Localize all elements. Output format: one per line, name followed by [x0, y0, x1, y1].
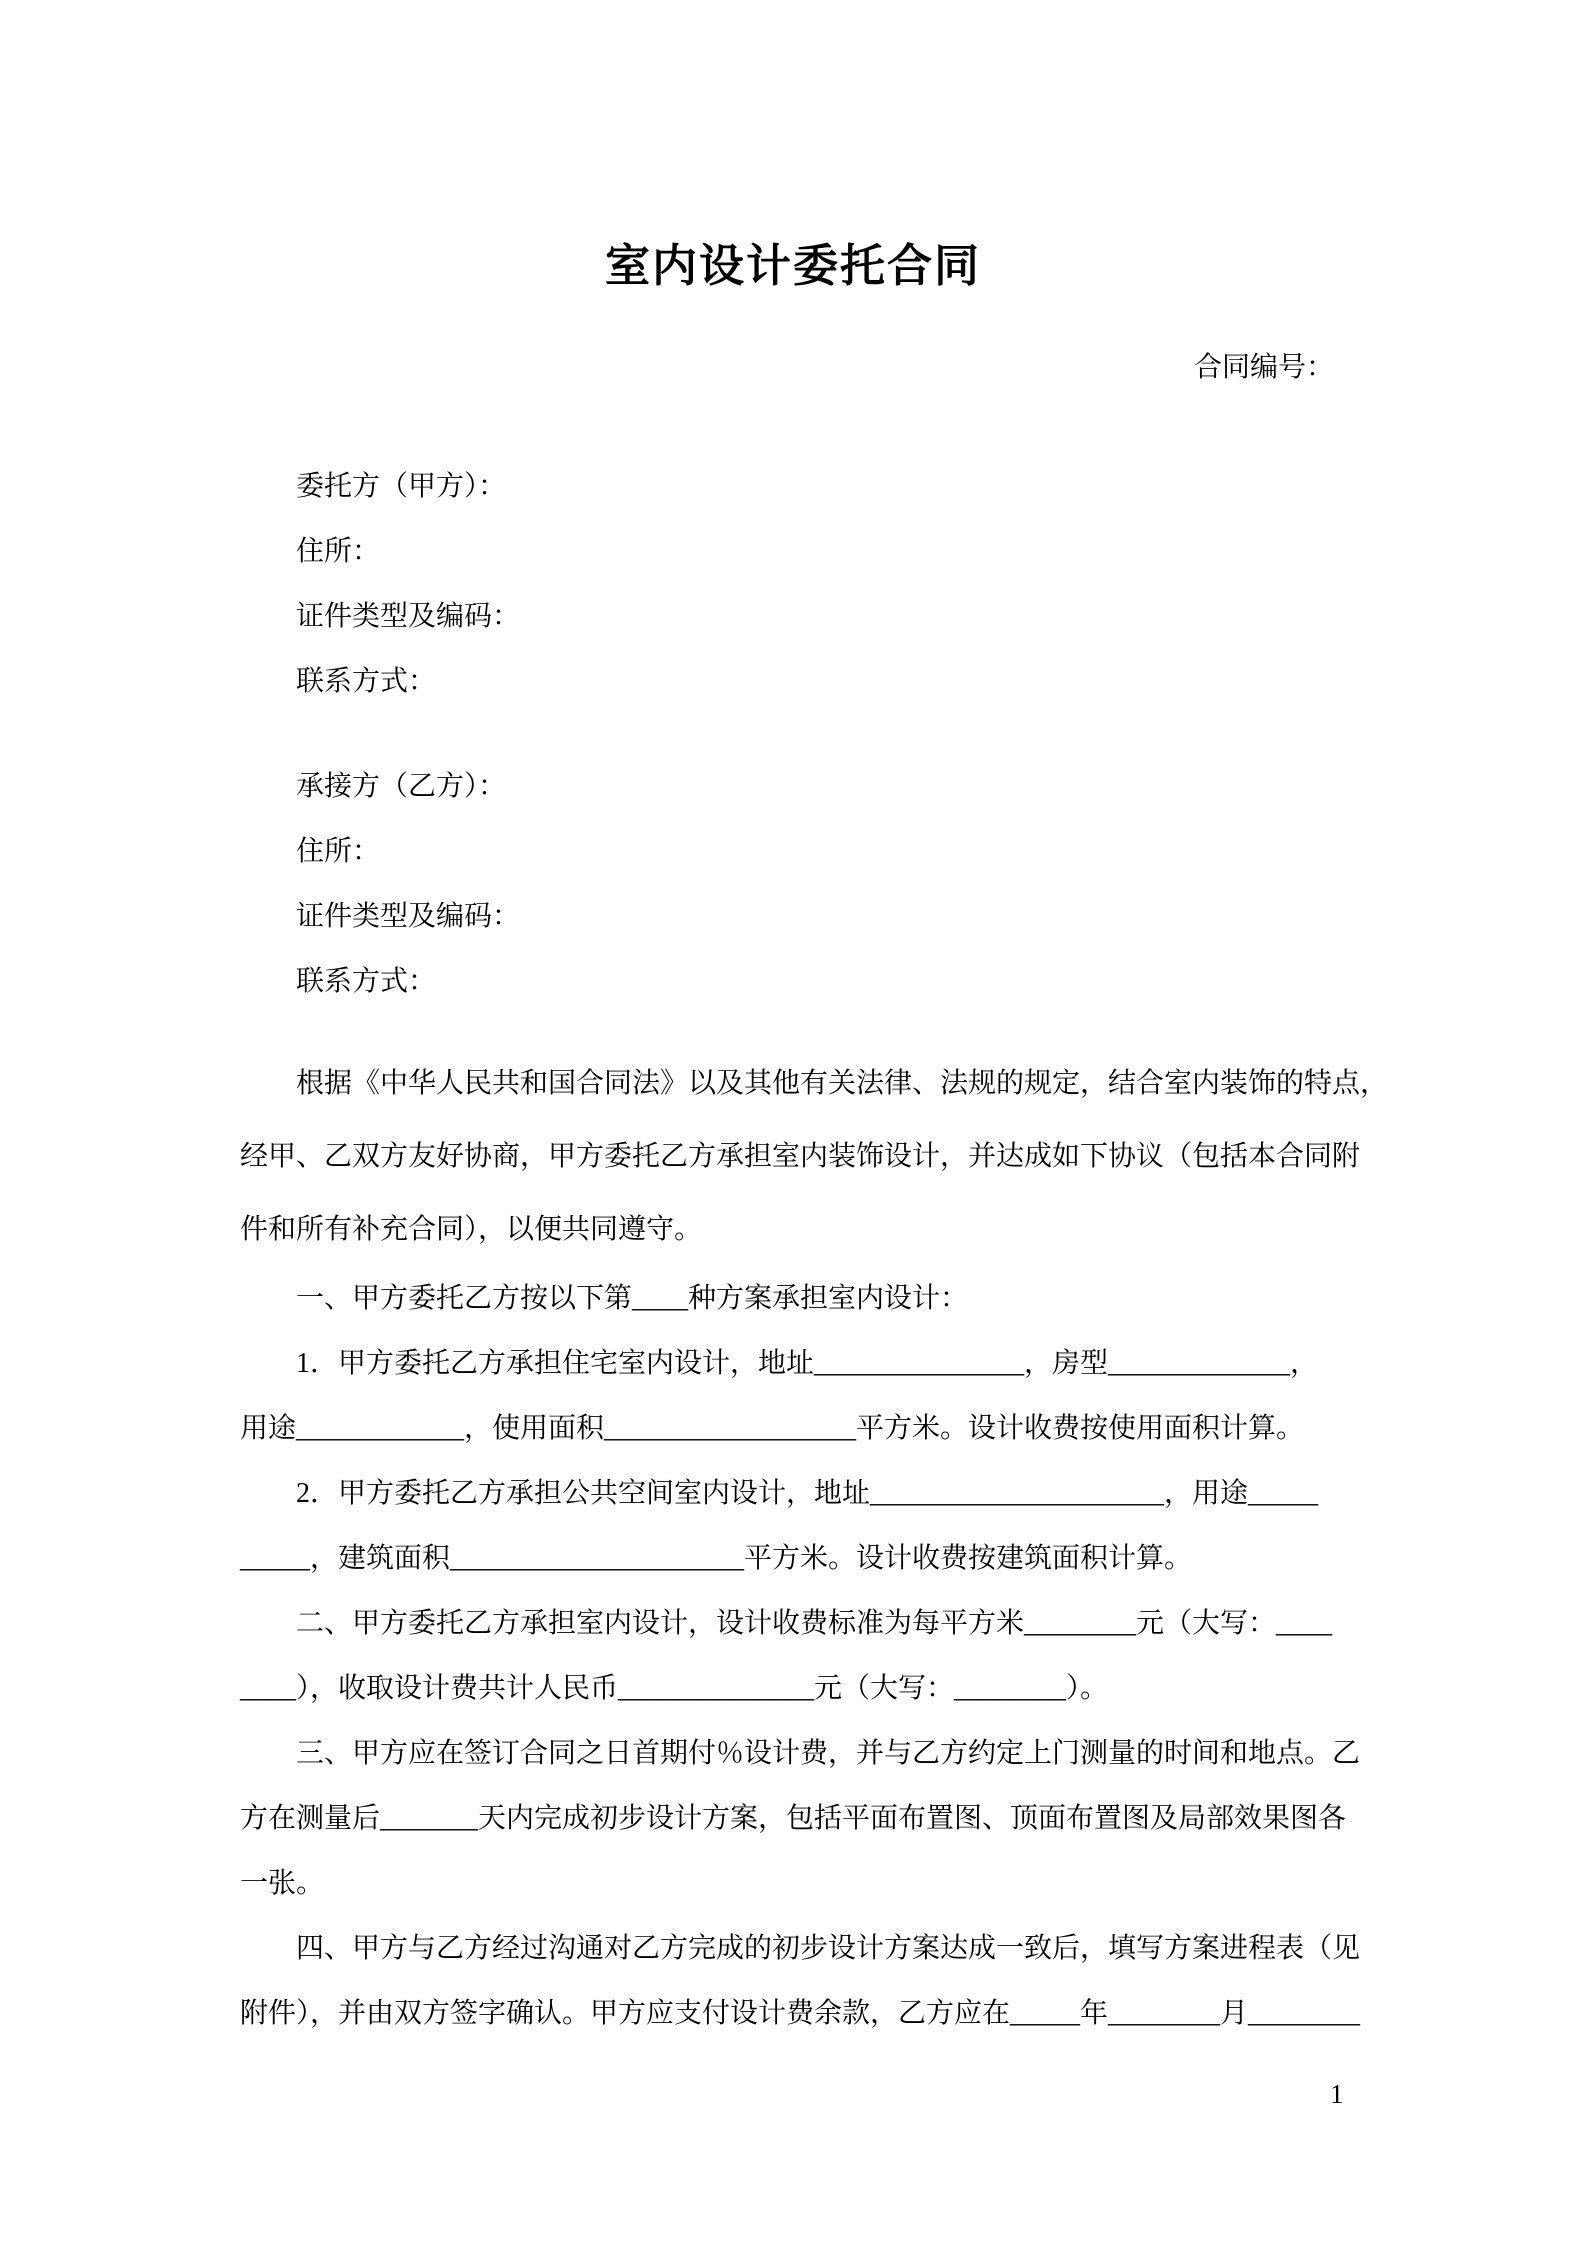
clause-2-line: ____），收取设计费共计人民币______________元（大写：________）。 [240, 1673, 1109, 1704]
page-content [240, 238, 1389, 2046]
clause-3-line: 方在测量后_______天内完成初步设计方案，包括平面布置图、顶面布置图及局部效果图各 [240, 1803, 1347, 1834]
preamble-line: 根据《中华人民共和国合同法》以及其他有关法律、法规的规定，结合室内装饰的特点， [296, 1068, 1389, 1099]
party-b-address-line: 住所： [296, 836, 381, 867]
clause-3-line: 一张。 [240, 1868, 325, 1899]
party-a-id-line: 证件类型及编码： [296, 601, 521, 632]
party-a-block [240, 454, 1346, 714]
party-a-contact-line: 联系方式： [296, 666, 437, 697]
clause-2-line: 二、甲方委托乙方承担室内设计，设计收费标准为每平方米________元（大写：____ [296, 1608, 1333, 1639]
party-a-address-line: 住所： [296, 536, 381, 567]
clause-1-heading-line: 一、甲方委托乙方按以下第____种方案承担室内设计： [296, 1283, 969, 1314]
clauses-section [240, 1266, 1361, 2046]
clause-1-option-2-line: 2．甲方委托乙方承担公共空间室内设计，地址_____________________，用途_____ [296, 1478, 1319, 1509]
party-b-id-line: 证件类型及编码： [296, 901, 521, 932]
preamble-paragraph [240, 1047, 1389, 1266]
clause-1-option-1-line: 用途____________，使用面积__________________平方米。设计收费按使用面积计算。 [240, 1413, 1305, 1444]
preamble-line: 件和所有补充合同），以便共同遵守。 [240, 1214, 703, 1245]
preamble-line: 经甲、乙双方友好协商，甲方委托乙方承担室内装饰设计，并达成如下协议（包括本合同附 [240, 1141, 1361, 1172]
document-title: 室内设计委托合同 [604, 241, 981, 291]
party-b-name-line: 承接方（乙方）： [296, 771, 507, 802]
party-a-name-line: 委托方（甲方）： [296, 471, 507, 502]
clause-4-line: 四、甲方与乙方经过沟通对乙方完成的初步设计方案达成一致后，填写方案进程表（见 [296, 1933, 1361, 1964]
party-b-block [240, 754, 1346, 1014]
contract-number-label: 合同编号： [1193, 352, 1334, 383]
clause-1-option-1-line: 1．甲方委托乙方承担住宅室内设计，地址_______________，房型_____________， [296, 1348, 1319, 1379]
clause-1-option-2-line: _____，建筑面积_____________________平方米。设计收费按建筑面积计算。 [240, 1543, 1193, 1574]
party-b-contact-line: 联系方式： [296, 966, 437, 997]
clause-4-line: 附件），并由双方签字确认。甲方应支付设计费余款，乙方应在_____年________月________ [240, 1998, 1361, 2029]
page-number: 1 [1330, 2079, 1344, 2109]
clause-3-line: 三、甲方应在签订合同之日首期付％设计费，并与乙方约定上门测量的时间和地点。乙 [296, 1738, 1361, 1769]
